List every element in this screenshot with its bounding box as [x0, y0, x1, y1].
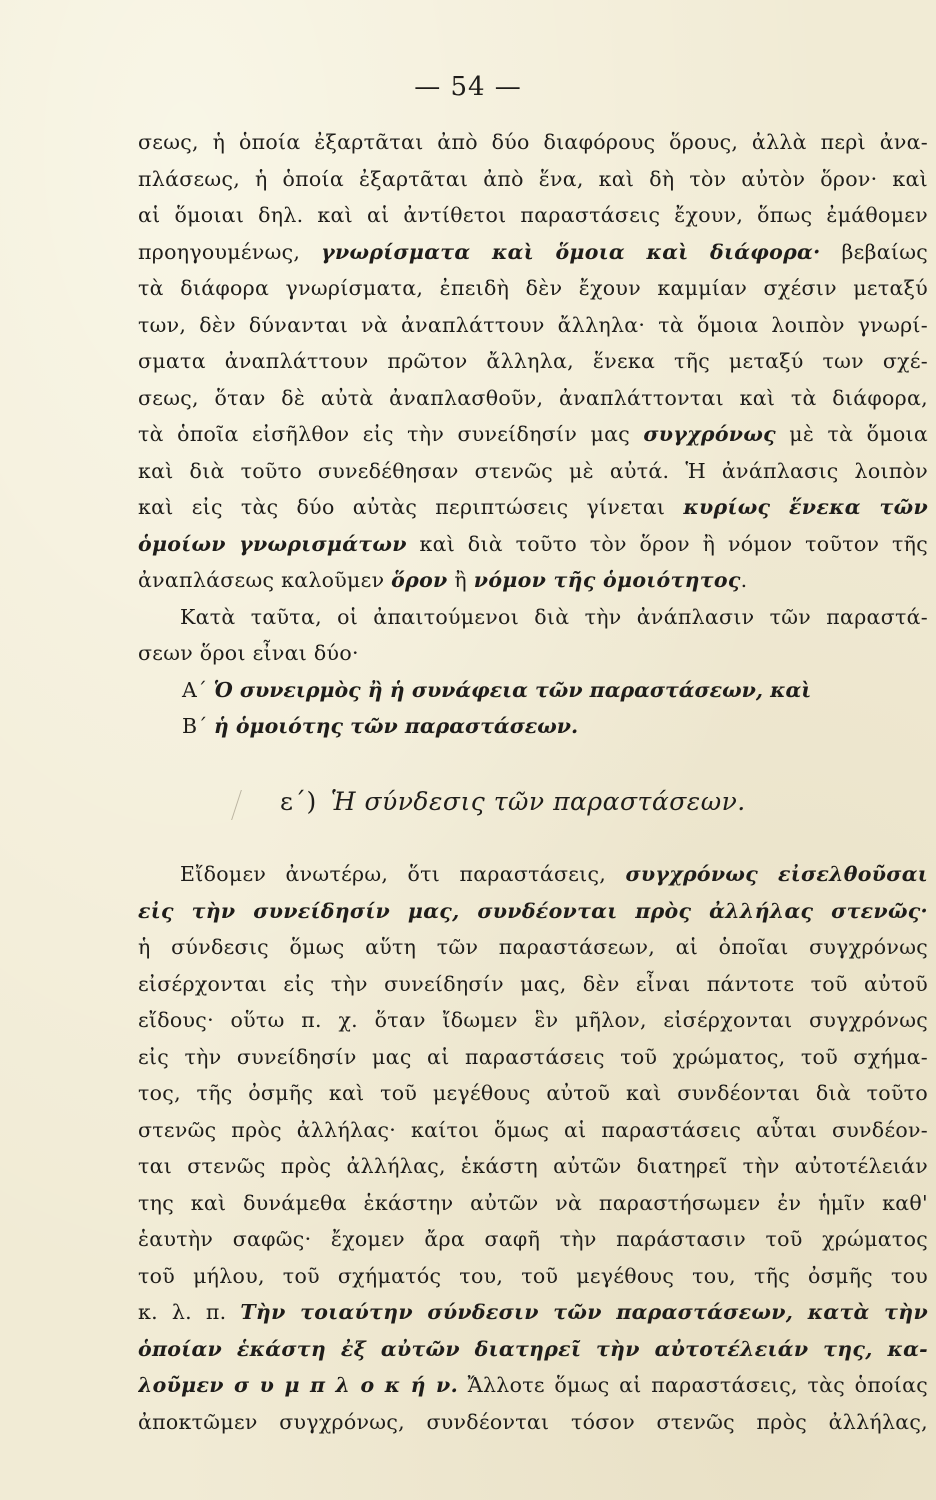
text-line — [138, 416, 928, 453]
text-line — [138, 526, 928, 563]
text-run: . — [740, 568, 748, 592]
text-run: Εἴδομεν ἀνωτέρω, ὅτι παραστάσεις, — [180, 862, 626, 886]
text-line: εἰς τὴν συνείδησίν μας, συνδέονται πρὸς ἀλλήλας στενῶς· — [138, 898, 928, 923]
text-line: πλάσεως, ἡ ὁποία ἐξαρτᾶται ἀπὸ ἕνα, καὶ δὴ τὸν αὐτὸν ὅρον· καὶ — [138, 166, 928, 191]
text-run: μὲ τὰ ὅμοια — [775, 422, 928, 446]
text-run: ἢ — [447, 568, 474, 592]
section-title: Ἡ σύνδεσις τῶν παραστάσεων. — [330, 787, 746, 816]
list-item-b — [138, 708, 928, 745]
text-line: στενῶς πρὸς ἀλλήλας· καίτοι ὅμως αἱ παραστάσεις αὗται συνδέον- — [138, 1117, 928, 1142]
text-line: ἀποκτῶμεν συγχρόνως, συνδέονται τόσον στενῶς πρὸς ἀλλήλας, — [138, 1409, 928, 1434]
text-line: σεων ὅροι εἶναι δύο· — [138, 641, 359, 665]
text-line — [138, 1294, 928, 1331]
text-line: ὁποίαν ἑκάστη ἐξ αὐτῶν διατηρεῖ τὴν αὐτοτέλειάν της, κα- — [138, 1336, 928, 1361]
text-run: Ἄλλοτε ὅμως αἱ παραστάσεις, τὰς ὁποίας — [458, 1373, 928, 1397]
emphasis-text: ὁμοίων γνωρισμάτων — [138, 531, 407, 556]
text-line: εἰσέρχονται εἰς τὴν συνείδησίν μας, δὲν εἶναι πάντοτε τοῦ αὐτοῦ — [138, 971, 928, 996]
text-run: καὶ διὰ τοῦτο τὸν ὅρον ἢ νόμον τοῦτον τῆς — [406, 531, 928, 556]
text-run: ἀναπλάσεως καλοῦμεν — [138, 568, 392, 592]
emphasis-text: νόμον τῆς ὁμοιότητος — [473, 568, 741, 592]
emphasis-text: συγχρόνως — [643, 422, 776, 446]
text-run: τὰ ὁποῖα εἰσῆλθον εἰς τὴν συνείδησίν μας — [138, 422, 644, 446]
emphasis-text: συγχρόνως εἰσελθοῦσαι — [625, 862, 928, 886]
section-number: ε΄) — [280, 787, 317, 816]
text-line: σεως, ὅταν δὲ αὐτὰ ἀναπλασθοῦν, ἀναπλάττονται καὶ τὰ διάφορα, — [138, 385, 928, 410]
text-line: εἴδους· οὕτω π. χ. ὅταν ἴδωμεν ἓν μῆλον, εἰσέρχονται συγχρόνως — [138, 1008, 928, 1032]
emphasis-text: σ υ μ π λ ο κ ή ν. — [234, 1373, 459, 1397]
text-line: της καὶ δυνάμεθα ἑκάστην αὐτῶν νὰ παραστήσωμεν ἐν ἡμῖν καθ' — [138, 1190, 928, 1215]
text-run: κ. λ. π. — [138, 1300, 241, 1324]
emphasis-text: ὅρον — [391, 568, 448, 592]
text-line — [138, 856, 928, 893]
text-line: ται στενῶς πρὸς ἀλλήλας, ἑκάστη αὐτῶν διατηρεῖ τὴν αὐτοτέλειάν — [138, 1154, 928, 1178]
text-line: τος, τῆς ὀσμῆς καὶ τοῦ μεγέθους αὐτοῦ καὶ συνδέονται διὰ τοῦτο — [138, 1081, 928, 1105]
text-line: των, δὲν δύνανται νὰ ἀναπλάττουν ἄλληλα· τὰ ὅμοια λοιπὸν γνωρί- — [138, 312, 928, 337]
text-block-upper — [138, 124, 928, 745]
emphasis-text: γνωρίσματα καὶ ὅμοια καὶ διάφορα· — [321, 239, 821, 264]
emphasis-text: λοῦμεν — [138, 1373, 235, 1397]
list-label: Β΄ — [182, 714, 214, 738]
emphasis-text: Τὴν τοιαύτην σύνδεσιν τῶν παραστάσεων, κατὰ τὴν — [240, 1300, 928, 1324]
text-line: Κατὰ ταῦτα, οἱ ἀπαιτούμενοι διὰ τὴν ἀνάπλασιν τῶν παραστά- — [180, 604, 928, 629]
section-heading — [280, 787, 746, 816]
list-text: Ὁ συνειρμὸς ἢ ἡ συνάφεια τῶν παραστάσεων, καὶ — [213, 677, 812, 702]
text-run: βεβαίως — [820, 239, 928, 264]
text-line: ἑαυτὴν σαφῶς· ἔχομεν ἄρα σαφῆ τὴν παράστασιν τοῦ χρώματος — [138, 1227, 928, 1251]
text-line — [138, 1367, 928, 1404]
list-text: ἡ ὁμοιότης τῶν παραστάσεων. — [213, 714, 579, 738]
page-number: — 54 — — [414, 72, 522, 102]
text-run: καὶ εἰς τὰς δύο αὐτὰς περιπτώσεις γίνεται — [138, 495, 684, 519]
text-line: ἡ σύνδεσις ὅμως αὕτη τῶν παραστάσεων, αἱ ὁποῖαι συγχρόνως — [138, 935, 928, 959]
text-line: τὰ διάφορα γνωρίσματα, ἐπειδὴ δὲν ἔχουν καμμίαν σχέσιν μεταξύ — [138, 276, 928, 300]
text-line: σματα ἀναπλάττουν πρῶτον ἄλληλα, ἕνεκα τῆς μεταξύ των σχέ- — [138, 349, 928, 373]
emphasis-text: κυρίως ἕνεκα τῶν — [683, 495, 928, 519]
text-line — [138, 234, 928, 271]
pencil-mark — [231, 790, 262, 820]
list-label: Α΄ — [182, 677, 214, 702]
text-line: τοῦ μήλου, τοῦ σχήματός του, τοῦ μεγέθους του, τῆς ὀσμῆς του — [138, 1263, 928, 1288]
text-block-lower — [138, 856, 928, 1440]
text-line — [138, 489, 928, 526]
list-item-a — [138, 672, 928, 709]
text-line: σεως, ἡ ὁποία ἐξαρτᾶται ἀπὸ δύο διαφόρους ὅρους, ἀλλὰ περὶ ἀνα- — [138, 130, 928, 154]
text-line: αἱ ὅμοιαι δηλ. καὶ αἱ ἀντίθετοι παραστάσεις ἔχουν, ὅπως ἐμάθομεν — [138, 203, 928, 227]
text-line: εἰς τὴν συνείδησίν μας αἱ παραστάσεις τοῦ χρώματος, τοῦ σχήμα- — [138, 1044, 928, 1069]
text-line: καὶ διὰ τοῦτο συνεδέθησαν στενῶς μὲ αὐτά. Ἡ ἀνάπλασις λοιπὸν — [138, 458, 928, 483]
text-line — [138, 562, 928, 599]
text-run: προηγουμένως, — [138, 239, 322, 264]
